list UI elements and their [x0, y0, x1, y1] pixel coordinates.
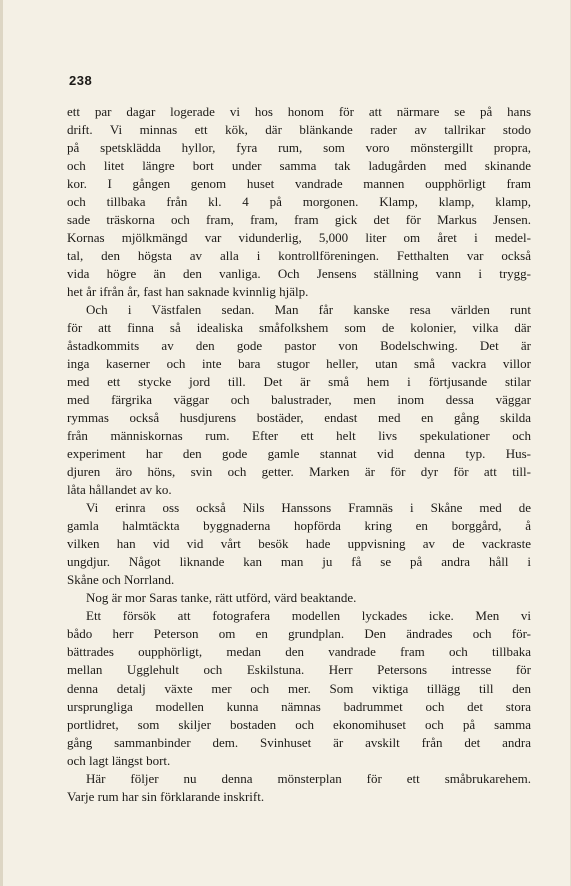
text-line: på spetsklädda hyllor, fyra rum, som voro mönstergillt propra, [67, 140, 531, 156]
text-line: bådo herr Peterson om en grundplan. Den ändrades och för- [67, 626, 531, 642]
text-line: Skåne och Norrland. [67, 572, 175, 588]
text-line: tal, den högsta av alla i kontrollföreningen. Fetthalten var också [67, 248, 531, 264]
text-line: från människornas rum. Efter ett helt livs spekulationer och [67, 428, 531, 444]
text-line: rymmas också husdjurens bostäder, endast med en gång skilda [67, 410, 531, 426]
text-line: ungdjur. Något liknande kan man ju få se på andra håll i [67, 554, 531, 570]
text-line: gång sammanbinder dem. Svinhuset är avskilt från det andra [67, 734, 531, 750]
text-line: Kornas mjölkmängd var vidunderlig, 5,000 liter om året i medel- [67, 230, 531, 246]
text-line: sade träskorna och fram, fram, fram gick det för Markus Jensen. [67, 212, 531, 228]
text-line: ett par dagar logerade vi hos honom för att närmare se på hans [67, 104, 531, 119]
body-text [67, 103, 531, 806]
text-line: denna detalj växte mer och mer. Som viktiga tillägg till den [67, 680, 531, 696]
text-line: med färgrika väggar och balustrader, men inom dessa väggar [67, 392, 531, 408]
text-line: mellan Ugglehult och Eskilstuna. Herr Petersons intresse för [67, 662, 531, 678]
text-line: Här följer nu denna mönsterplan för ett småbrukarehem. [86, 770, 531, 786]
text-line: Varje rum har sin förklarande inskrift. [67, 788, 265, 804]
text-line: och tillbaka från kl. 4 på morgonen. Klamp, klamp, klamp, [67, 194, 531, 210]
text-line: kor. I gången genom huset vandrade mannen oupphörligt fram [67, 176, 531, 192]
text-line: het år ifrån år, fast han saknade kvinnlig hjälp. [67, 284, 309, 300]
text-line: och litet längre bort under samma tak ladugården med skinande [67, 158, 531, 174]
text-line: inga kaserner och inte bara stugor heller, utan små vackra villor [67, 356, 531, 372]
text-line: gamla halmtäckta byggnaderna hopförda kring en borggård, å [67, 518, 531, 534]
text-line: åstadkommits av den gode pastor von Bodelschwing. Det är [67, 338, 531, 354]
text-line: och lagt längst bort. [67, 752, 171, 768]
text-line: portlidret, som skiljer bostaden och ekonomihuset och på samma [67, 716, 531, 732]
text-line: djuren äro höns, svin och getter. Marken är för dyr för att till- [67, 464, 531, 480]
text-line: experiment har den gode gamle stannat vid denna typ. Hus- [67, 446, 531, 462]
text-line: låta hållandet av ko. [67, 482, 172, 498]
text-line: för att finna så idealiska småfolkshem som de kolonier, vilka där [67, 320, 531, 336]
text-line: ursprungliga modellen kunna nämnas badrummet och det stora [67, 698, 531, 714]
text-line: bättrades oupphörligt, medan den vandrade fram och tillbaka [67, 644, 531, 660]
page-number: 238 [69, 73, 93, 88]
text-line: vilken han vid vid vårt besök hade uppvisning av de vackraste [67, 536, 531, 552]
text-line: Nog är mor Saras tanke, rätt utförd, värd beaktande. [86, 590, 357, 606]
text-line: med ett stycke jord till. Det är små hem i förtjusande stilar [67, 374, 531, 390]
text-line: vida högre än den vanliga. Och Jensens ställning vann i trygg- [67, 266, 531, 282]
text-line: Ett försök att fotografera modellen lyckades icke. Men vi [86, 608, 531, 624]
text-line: Och i Västfalen sedan. Man får kanske resa världen runt [86, 302, 531, 318]
text-line: Vi erinra oss också Nils Hanssons Framnäs i Skåne med de [86, 500, 531, 516]
text-line: drift. Vi minnas ett kök, där blänkande rader av tallrikar stodo [67, 122, 531, 138]
